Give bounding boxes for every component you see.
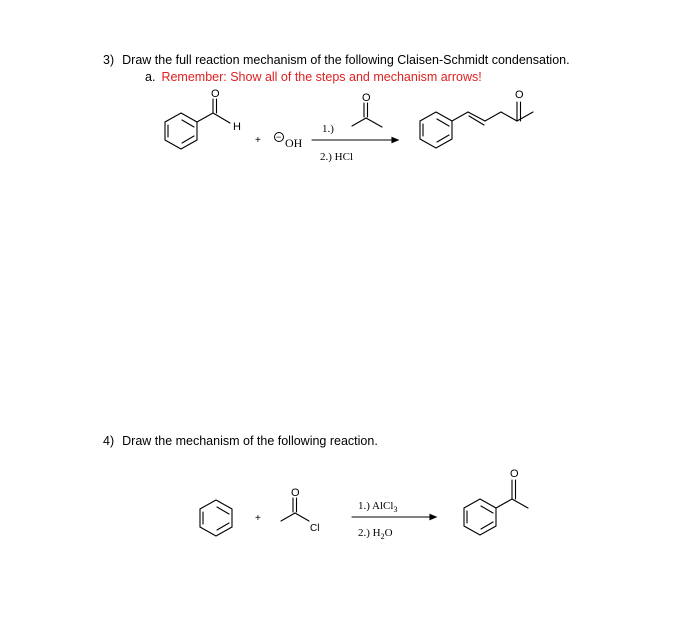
q4-step1-label [358,500,397,514]
question-4-text: Draw the mechanism of the following reaction. [122,434,378,448]
enone-product-structure [420,102,533,148]
product-ring [420,112,452,148]
arrowhead-q3 [392,138,398,143]
aldehyde-hydrogen-label: H [233,121,241,133]
benzene-ring [200,500,232,536]
q4-step2-main: 2.) H [358,527,381,539]
benzaldehyde-ring [165,113,197,149]
acyl-chlorine-label: Cl [310,523,320,534]
aldehyde-oxygen-label: O [211,88,220,100]
question-3a-label: a. [145,70,156,84]
question-4-number: 4) [103,434,115,448]
acetophenone-ring [464,499,496,535]
plus-sign-q4: + [255,513,261,524]
benzene-structure [200,500,232,536]
arrowhead-q4 [430,515,436,520]
question-3-text: Draw the full reaction mechanism of the following Claisen-Schmidt condensation. [122,53,570,67]
product-oxygen-label: O [515,89,524,101]
hydroxide-label: OH [285,136,303,150]
acyl-oxygen-label: O [291,487,300,499]
q4-step2-tail: O [384,527,393,539]
q4-step2-label [358,527,393,541]
q4-step2-subscript: 2 [380,532,385,541]
q3-step2-label: 2.) HCl [320,151,353,163]
acetophenone-oxygen-label: O [510,468,519,480]
q4-step1-subscript: 3 [393,505,398,514]
acetone-oxygen-label: O [362,92,371,104]
question-3a-text: Remember: Show all of the steps and mechanism arrows! [161,70,482,84]
benzaldehyde-structure [165,99,230,149]
question-3-number: 3) [103,53,115,67]
acetone-structure [352,103,382,127]
hydroxide-charge-sign: − [276,132,282,142]
acetophenone-structure [464,480,528,535]
plus-sign-q3: + [255,135,261,146]
q3-step1-label: 1.) [322,123,334,135]
acetyl-chloride-structure [281,498,309,521]
q4-step1-main: 1.) AlCl [358,500,394,512]
